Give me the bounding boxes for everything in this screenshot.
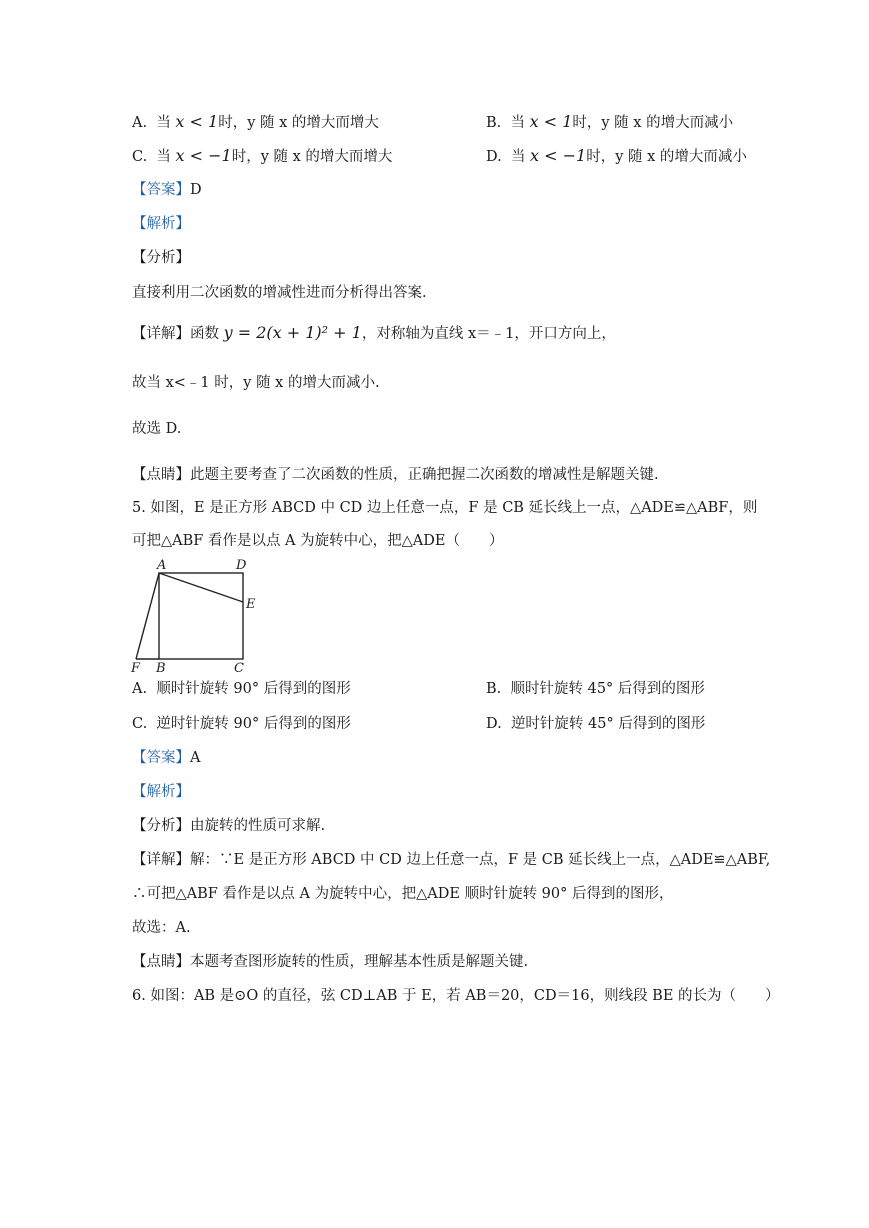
q4-option-c: C. 当 x < −1时，y 随 x 的增大而增大 bbox=[132, 146, 393, 165]
q5-option-a: A. 顺时针旋转 90° 后得到的图形 bbox=[132, 681, 351, 697]
square-abcd bbox=[159, 573, 243, 659]
q4-xiangjie: 【详解】函数 y = 2(x + 1)² + 1，对称轴为直线 x＝﹣1，开口方向上， bbox=[132, 323, 616, 342]
label-a: A bbox=[157, 558, 167, 573]
q5-stem-1: 5. 如图，E 是正方形 ABCD 中 CD 边上任意一点，F 是 CB 延长线上一点，△ADE≌△ABF，则 bbox=[132, 500, 758, 516]
q4-option-c-math: x < −1 bbox=[175, 146, 232, 165]
q5-dianjing: 【点睛】本题考查图形旋转的性质，理解基本性质是解题关键. bbox=[132, 954, 529, 970]
q5-option-d: D. 逆时针旋转 45° 后得到的图形 bbox=[486, 716, 706, 732]
q4-line3: 故选 D. bbox=[132, 421, 182, 437]
q4-fenxi: 直接利用二次函数的增减性进而分析得出答案. bbox=[132, 285, 427, 301]
q5-stem-2: 可把△ABF 看作是以点 A 为旋转中心，把△ADE（ ） bbox=[132, 533, 504, 549]
q4-formula: y = 2(x + 1)² + 1 bbox=[223, 323, 362, 342]
label-e: E bbox=[246, 597, 256, 612]
q4-fenxi-tag: 【分析】 bbox=[132, 250, 190, 266]
q4-option-d: D. 当 x < −1时，y 随 x 的增大而减小 bbox=[486, 146, 747, 165]
q4-line2: 故当 x<﹣1 时，y 随 x 的增大而减小. bbox=[132, 375, 380, 391]
q5-option-b: B. 顺时针旋转 45° 后得到的图形 bbox=[486, 681, 705, 697]
q5-line2: ∴可把△ABF 看作是以点 A 为旋转中心，把△ADE 顺时针旋转 90° 后得到的图形， bbox=[132, 886, 674, 902]
label-d: D bbox=[236, 558, 247, 573]
q5-xiangjie: 【详解】解：∵E 是正方形 ABCD 中 CD 边上任意一点，F 是 CB 延长线上一点，△ADE≌△ABF, bbox=[132, 852, 771, 868]
label-f: F bbox=[131, 661, 141, 676]
q5-fenxi: 【分析】由旋转的性质可求解. bbox=[132, 818, 326, 834]
q4-dianjing: 【点睛】此题主要考查了二次函数的性质，正确把握二次函数的增减性是解题关键. bbox=[132, 467, 659, 483]
q6-stem: 6. 如图：AB 是⊙O 的直径，弦 CD⊥AB 于 E，若 AB＝20，CD＝16，则线段 BE 的长为（ ） bbox=[132, 988, 780, 1004]
q4-option-b: B. 当 x < 1时，y 随 x 的增大而减小 bbox=[486, 112, 734, 131]
q5-square-figure bbox=[128, 556, 268, 676]
q5-line3: 故选：A. bbox=[132, 920, 191, 936]
q4-jiexi: 【解析】 bbox=[132, 216, 190, 232]
q4-option-b-math: x < 1 bbox=[529, 112, 573, 131]
segment-af bbox=[136, 573, 159, 659]
q5-option-c: C. 逆时针旋转 90° 后得到的图形 bbox=[132, 716, 351, 732]
label-c: C bbox=[234, 661, 244, 676]
q4-option-a-math: x < 1 bbox=[175, 112, 219, 131]
q4-option-d-math: x < −1 bbox=[530, 146, 587, 165]
q5-jiexi: 【解析】 bbox=[132, 784, 190, 800]
segment-ae bbox=[159, 573, 243, 602]
label-b: B bbox=[156, 661, 166, 676]
q4-option-a: A. 当 x < 1时，y 随 x 的增大而增大 bbox=[132, 112, 379, 131]
q4-answer: 【答案】D bbox=[132, 182, 202, 198]
q5-answer: 【答案】A bbox=[132, 750, 201, 766]
